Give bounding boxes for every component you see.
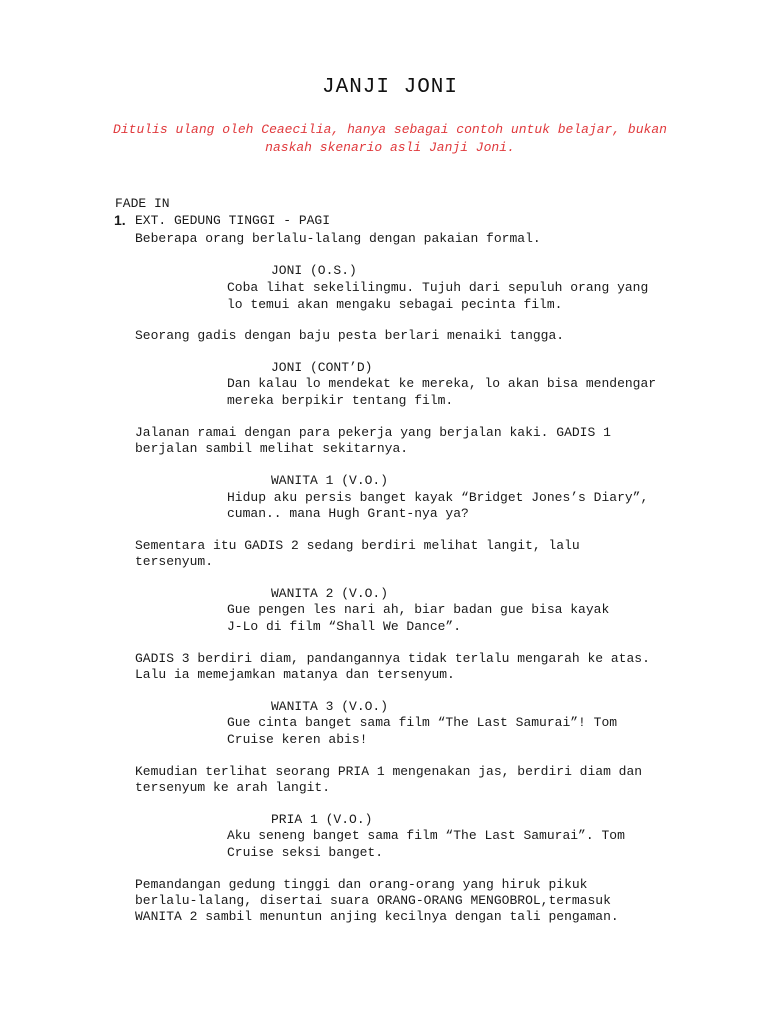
page-title: JANJI JONI: [321, 76, 459, 99]
action-line: Jalanan ramai dengan para pekerja yang berjalan kaki. GADIS 1: [135, 425, 611, 440]
action-line: Beberapa orang berlalu-lalang dengan pakaian formal.: [135, 231, 541, 246]
dialogue-line: Aku seneng banget sama film “The Last Samurai”. Tom: [227, 828, 625, 843]
character-name: WANITA 2 (V.O.): [271, 586, 389, 601]
author-note: [60, 121, 720, 157]
dialogue-line: Gue pengen les nari ah, biar badan gue bisa kayak: [227, 602, 610, 617]
character-name: JONI (O.S.): [271, 263, 357, 278]
action-line: Kemudian terlihat seorang PRIA 1 mengenakan jas, berdiri diam dan: [135, 764, 643, 779]
action-line: GADIS 3 berdiri diam, pandangannya tidak terlalu mengarah ke atas.: [135, 651, 650, 666]
action-line: Sementara itu GADIS 2 sedang berdiri melihat langit, lalu: [135, 538, 580, 553]
scene-heading: EXT. GEDUNG TINGGI - PAGI: [135, 213, 331, 228]
action-line: tersenyum ke arah langit.: [135, 780, 331, 795]
action-line: tersenyum.: [135, 554, 214, 569]
character-name: WANITA 3 (V.O.): [271, 699, 389, 714]
scene-number: 1.: [114, 212, 126, 228]
dialogue-line: Hidup aku persis banget kayak “Bridget Jones’s Diary”,: [227, 490, 649, 505]
dialogue-line: lo temui akan mengaku sebagai pecinta film.: [227, 297, 563, 312]
action-line: WANITA 2 sambil menuntun anjing kecilnya dengan tali pengaman.: [135, 909, 619, 924]
action-line: berlalu-lalang, disertai suara ORANG-ORANG MENGOBROL,termasuk: [135, 893, 611, 908]
transition: FADE IN: [115, 196, 170, 211]
dialogue-line: Cruise seksi banget.: [227, 845, 384, 860]
dialogue-line: J-Lo di film “Shall We Dance”.: [227, 619, 462, 634]
character-name: JONI (CONT’D): [271, 360, 373, 375]
action-line: berjalan sambil melihat sekitarnya.: [135, 441, 409, 456]
dialogue-line: cuman.. mana Hugh Grant-nya ya?: [227, 506, 469, 521]
dialogue-line: Gue cinta banget sama film “The Last Samurai”! Tom: [227, 715, 618, 730]
dialogue-line: Cruise keren abis!: [227, 732, 368, 747]
dialogue-line: Dan kalau lo mendekat ke mereka, lo akan bisa mendengar: [227, 376, 657, 391]
dialogue-line: mereka berpikir tentang film.: [227, 393, 454, 408]
dialogue-line: Coba lihat sekelilingmu. Tujuh dari sepuluh orang yang: [227, 280, 649, 295]
action-line: Seorang gadis dengan baju pesta berlari menaiki tangga.: [135, 328, 565, 343]
author-note-line: naskah skenario asli Janji Joni.: [265, 140, 515, 155]
character-name: PRIA 1 (V.O.): [271, 812, 373, 827]
action-line: Lalu ia memejamkan matanya dan tersenyum.: [135, 667, 455, 682]
action-line: Pemandangan gedung tinggi dan orang-orang yang hiruk pikuk: [135, 877, 588, 892]
author-note-line: Ditulis ulang oleh Ceaecilia, hanya sebagai contoh untuk belajar, bukan: [113, 122, 667, 137]
character-name: WANITA 1 (V.O.): [271, 473, 389, 488]
